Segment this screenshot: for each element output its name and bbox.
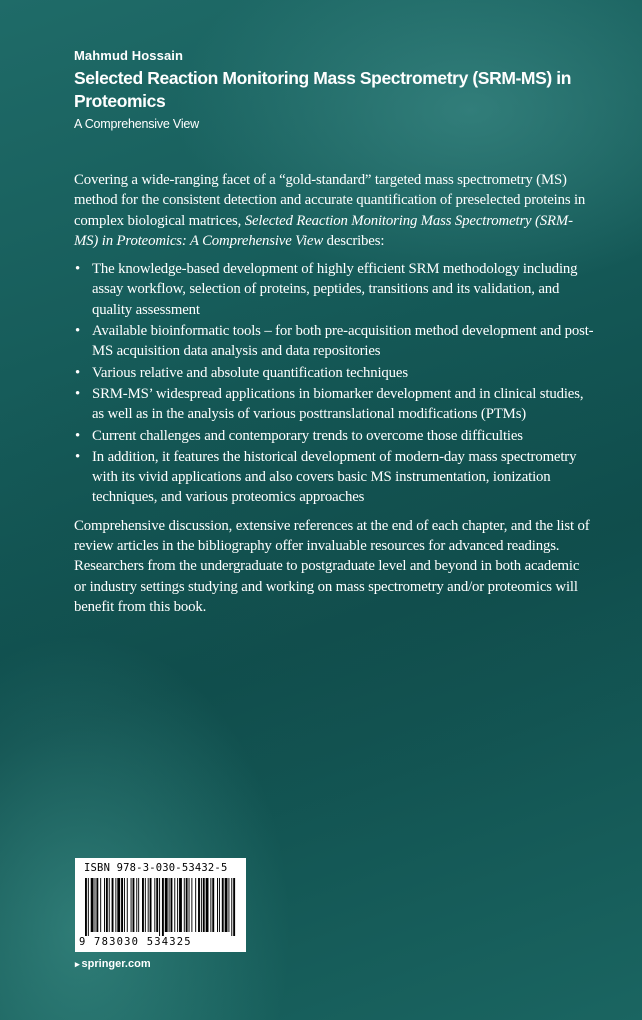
author-name: Mahmud Hossain — [74, 48, 184, 63]
isbn-label: ISBN 978-3-030-53432-5 — [84, 862, 228, 874]
description-body — [74, 170, 594, 617]
list-item — [74, 384, 594, 425]
list-item — [74, 447, 594, 508]
list-item — [74, 259, 594, 320]
bullet-icon: • — [75, 448, 81, 465]
intro-paragraph — [74, 170, 594, 251]
bullet-icon: • — [75, 323, 81, 340]
list-item-text: The knowledge-based development of highly efficient SRM methodology including assay workflow, selection of proteins, peptides, transitions and its validation, and quality assessment — [92, 261, 578, 318]
list-item-text: Current challenges and contemporary trends to overcome those difficulties — [92, 427, 523, 444]
list-item-text: Various relative and absolute quantification techniques — [92, 364, 408, 381]
list-item-text: SRM-MS’ widespread applications in biomarker development and in clinical studies, as well as in the analysis of various posttranslational modifications (PTMs) — [92, 385, 584, 423]
website-link[interactable] — [75, 958, 151, 970]
feature-list — [74, 259, 594, 508]
list-item — [74, 321, 594, 362]
bullet-icon: • — [75, 385, 81, 402]
book-subtitle: A Comprehensive View — [74, 117, 200, 131]
barcode-icon — [83, 878, 239, 936]
book-title: Selected Reaction Monitoring Mass Spectrometry (SRM-MS) in Proteomics — [74, 68, 572, 111]
list-item-text: In addition, it features the historical development of modern-day mass spectrometry with its vivid applications and also covers basic MS instrumentation, ionization techniques, and various proteomics approaches — [92, 448, 577, 506]
bullet-icon: • — [75, 427, 81, 444]
intro-text-start: Covering a wide-ranging facet of a “gold-standard” targeted mass spectrometry (MS) method for the consistent detection and accurate quantification of preselected proteins in complex biological matrices, — [74, 172, 586, 229]
list-item — [74, 363, 594, 383]
arrow-right-icon: ▸ — [75, 959, 80, 969]
bullet-icon: • — [75, 364, 81, 381]
list-item-text: Available bioinformatic tools – for both pre-acquisition method development and post-MS acquisition data analysis and data repositories — [92, 323, 594, 360]
bullet-icon: • — [75, 261, 81, 278]
isbn-barcode-box — [75, 858, 246, 952]
list-item — [74, 426, 594, 446]
intro-italic-title: Selected Reaction Monitoring Mass Spectrometry (SRM-MS) in Proteomics: A Comprehensive View — [74, 212, 573, 249]
closing-paragraph: Comprehensive discussion, extensive references at the end of each chapter, and the list of review articles in the bibliography offer invaluable resources for advanced readings. Researchers from the undergraduate to postgraduate level and beyond in both academic or industry settings studying and working on mass spectrometry and/or proteomics will benefit from this book. — [74, 517, 590, 615]
cover-header — [74, 48, 594, 131]
intro-text-end: describes: — [323, 232, 385, 249]
website-text: springer.com — [81, 958, 151, 970]
barcode-digits: 9 783030 534325 — [79, 936, 192, 948]
